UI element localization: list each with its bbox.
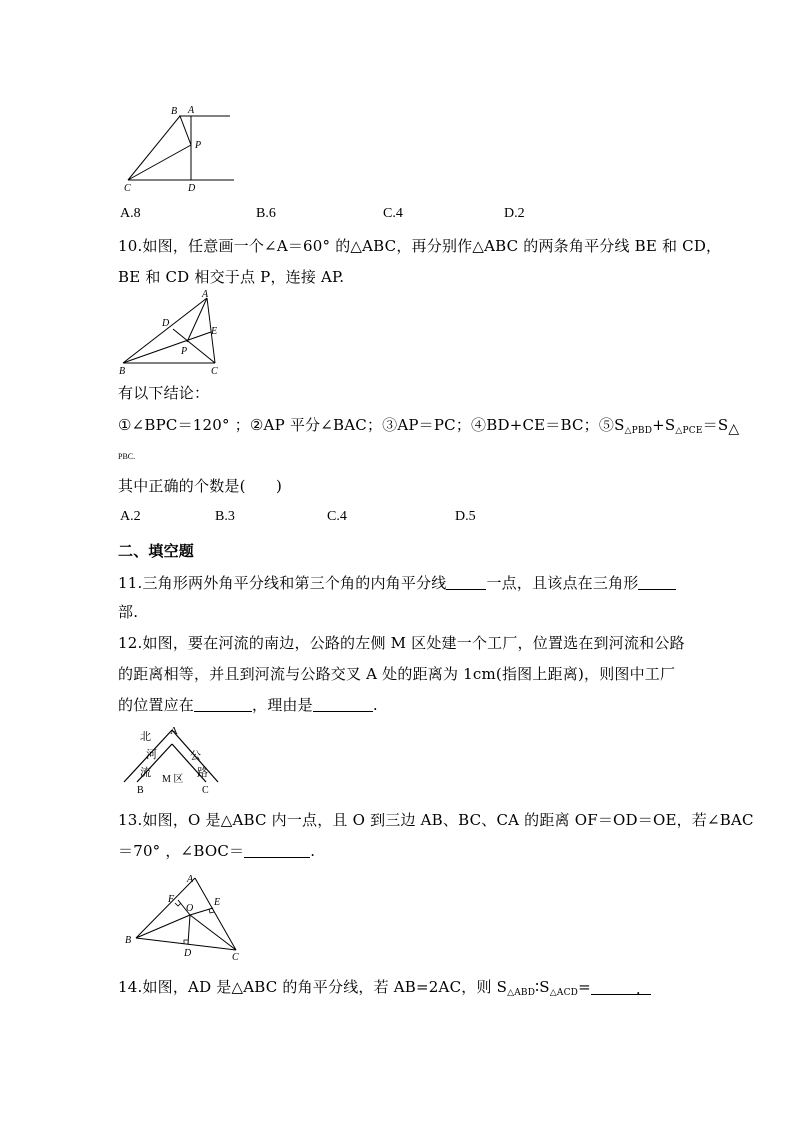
q10-line2: BE 和 CD 相交于点 P，连接 AP. — [118, 268, 345, 286]
q10-label-a: A — [202, 289, 209, 300]
q10-label-p: P — [181, 346, 188, 357]
q10-label-d: D — [162, 318, 170, 329]
q14-line — [118, 976, 651, 998]
q13-figure — [120, 868, 250, 964]
q13-part2a: ＝70° ，∠BOC＝ — [118, 842, 245, 860]
q9-option-a: A.8 — [120, 206, 141, 221]
q9-label-b: B — [171, 106, 178, 117]
q9-figure — [118, 100, 243, 195]
q11-part1: 11.三角形两外角平分线和第三个角的内角平分线 — [118, 574, 447, 592]
q12-part3a: 的位置应在 — [118, 696, 195, 714]
section-heading: 二、填空题 — [118, 542, 195, 560]
q14-colon-s: ∶S — [535, 978, 550, 996]
q10-line1: 10.如图，任意画一个∠A＝60° 的△ABC，再分别作△ABC 的两条角平分线 BE 和 CD， — [118, 237, 722, 255]
q9-label-d: D — [188, 183, 196, 194]
q10-option-b: B.3 — [215, 509, 235, 524]
q10-label-b: B — [119, 366, 126, 377]
q9-option-d: D.2 — [504, 206, 525, 221]
q9-label-a: A — [188, 105, 195, 116]
q11-line1 — [118, 572, 676, 593]
q13-label-c: C — [232, 952, 239, 963]
q10-pbc-tail: PBC. — [118, 452, 136, 461]
q12-blank-reason — [313, 697, 373, 712]
q9-option-b: B.6 — [256, 206, 276, 221]
q10-eq-s: ＝S — [702, 416, 729, 434]
q12-figure — [120, 722, 225, 795]
q11-blank-2 — [638, 575, 676, 590]
q10-sub-pbd: △PBD — [624, 426, 653, 436]
q9-option-c: C.4 — [383, 206, 403, 221]
q10-option-d: D.5 — [455, 509, 476, 524]
q10-conclusions-main: ①∠BPC＝120° ；②AP 平分∠BAC；③AP＝PC；④BD+CE＝BC；⑤S — [118, 416, 625, 434]
q12-label-river1: 河 — [146, 749, 157, 761]
q12-label-c: C — [202, 785, 209, 795]
q13-label-f: F — [168, 894, 175, 905]
q13-label-o: O — [186, 903, 194, 914]
q13-label-a: A — [187, 874, 194, 885]
q12-part3b: ，理由是 — [252, 696, 313, 714]
q10-figure — [115, 288, 227, 378]
q13-line2 — [118, 840, 315, 861]
q12-part3c: . — [372, 696, 378, 714]
q12-label-north: 北 — [140, 731, 151, 743]
q14-eq: = — [578, 978, 591, 996]
q9-label-c: C — [124, 183, 131, 194]
q12-line3 — [118, 694, 378, 715]
q10-conclusions — [118, 414, 739, 437]
q10-question: 其中正确的个数是( ) — [118, 477, 283, 495]
q13-label-b: B — [125, 935, 132, 946]
q10-label-e: E — [211, 326, 218, 337]
q10-label-c: C — [211, 366, 218, 377]
q9-label-p: P — [195, 140, 202, 151]
q10-conclusions-intro: 有以下结论： — [118, 384, 210, 402]
q14-blank — [591, 980, 651, 998]
q12-label-mzone: M 区 — [162, 774, 184, 785]
q10-option-c: C.4 — [327, 509, 347, 524]
q12-label-road1: 公 — [190, 750, 201, 762]
q12-label-a: A — [170, 725, 178, 737]
q12-label-river2: 流 — [140, 767, 151, 779]
q13-part2b: . — [310, 842, 316, 860]
q11-line2: 部. — [118, 603, 139, 621]
q10-plus-s: +S — [652, 416, 676, 434]
q10-tri: △ — [728, 421, 740, 437]
q14-sub-abd: △ABD — [507, 988, 536, 998]
q14-sub-acd: △ACD — [549, 988, 579, 998]
q14-blank-dot: . — [635, 980, 641, 998]
q12-label-b: B — [137, 785, 144, 795]
q11-blank-1 — [446, 575, 486, 590]
q13-line1: 13.如图，O 是△ABC 内一点，且 O 到三边 AB、BC、CA 的距离 OF＝OD＝OE，若∠BAC — [118, 811, 754, 829]
q12-label-road2: 路 — [197, 767, 208, 779]
q13-label-d: D — [184, 948, 192, 959]
q11-part2: 一点，且该点在三角形 — [486, 574, 639, 592]
q10-sub-pce: △PCE — [675, 426, 703, 436]
q13-label-e: E — [214, 897, 221, 908]
q13-blank-boc — [244, 843, 310, 858]
q10-option-a: A.2 — [120, 509, 141, 524]
q14-part1: 14.如图，AD 是△ABC 的角平分线，若 AB=2AC，则 S — [118, 978, 508, 996]
q12-line1: 12.如图，要在河流的南边，公路的左侧 M 区处建一个工厂，位置选在到河流和公路 — [118, 634, 685, 652]
q12-blank-position — [194, 697, 252, 712]
q12-line2: 的距离相等，并且到河流与公路交叉 A 处的距离为 1cm(指图上距离)，则图中工厂 — [118, 665, 676, 683]
